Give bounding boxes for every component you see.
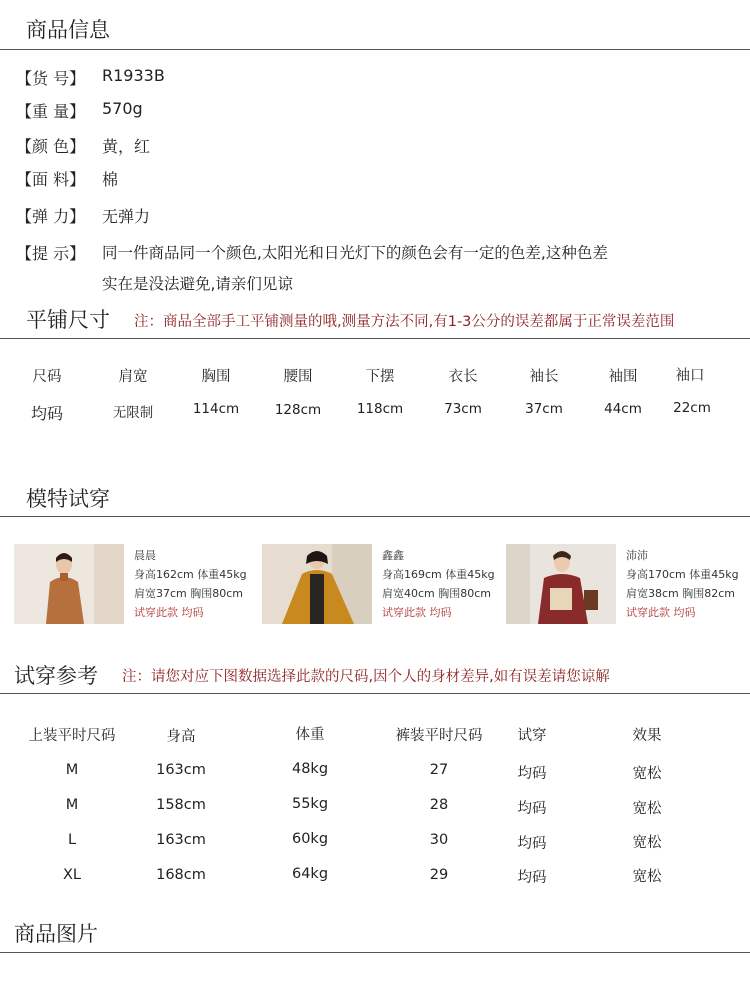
try-cell: XL [62, 867, 81, 883]
flat-value-cell: 44cm [604, 401, 642, 417]
try-cell: 29 [429, 867, 449, 883]
try-cell: 60kg [291, 831, 329, 847]
flat-value-cell: 37cm [525, 401, 563, 417]
flat-header-cell: 胸围 [201, 369, 231, 385]
flat-value-cell: 128cm [274, 402, 322, 418]
flat-header-cell: 肩宽 [118, 369, 148, 385]
product-images-title: 商品图片 [14, 922, 98, 946]
flat-value-cell: 无限制 [112, 405, 154, 421]
try-cell: 163cm [156, 762, 206, 778]
model-name: 鑫鑫 [382, 549, 404, 562]
flat-header-cell: 腰围 [283, 369, 313, 385]
model-info [134, 546, 247, 622]
try-cell: 48kg [291, 761, 329, 777]
flat-header-cell: 袖长 [529, 369, 559, 385]
product-info-title: 商品信息 [26, 18, 110, 42]
flat-size-note: 注：商品全部手工平铺测量的哦,测量方法不同,有1-3公分的误差都属于正常误差范围 [134, 314, 675, 330]
try-cell: M [65, 797, 79, 813]
try-cell: 宽松 [632, 801, 662, 817]
try-header-cell: 效果 [632, 728, 662, 744]
try-cell: 30 [429, 832, 449, 848]
model-photo-image [262, 544, 372, 624]
try-header-cell: 裤装平时尺码 [395, 728, 483, 744]
model-photo-image [14, 544, 124, 624]
info-label-color: 【颜 色】 [16, 137, 86, 156]
divider [0, 338, 750, 339]
model-body-stats: 身高162cm 体重45kg [134, 568, 247, 581]
try-header-cell: 体重 [295, 727, 325, 743]
try-header-cell: 身高 [166, 729, 196, 745]
flat-value-cell: 73cm [444, 401, 482, 417]
flat-value-cell: 118cm [356, 401, 404, 417]
flat-value-cell: 22cm [673, 400, 711, 416]
info-label-fabric: 【面 料】 [16, 170, 86, 189]
try-cell: 宽松 [632, 766, 662, 782]
try-cell: 168cm [156, 867, 206, 883]
try-ref-note: 注：请您对应下图数据选择此款的尺码,因个人的身材差异,如有误差请您谅解 [122, 669, 610, 685]
try-cell: 宽松 [632, 869, 662, 885]
model-name: 沛沛 [626, 549, 648, 562]
flat-value-cell: 114cm [192, 401, 240, 417]
info-value-color: 黄，红 [102, 137, 151, 156]
try-cell: 28 [429, 797, 449, 813]
try-header-cell: 试穿 [517, 728, 547, 744]
try-cell: 64kg [291, 866, 329, 882]
flat-header-cell: 尺码 [32, 369, 62, 385]
info-label-weight: 【重 量】 [16, 102, 86, 121]
model-section-title: 模特试穿 [26, 487, 110, 511]
try-cell: 27 [429, 762, 449, 778]
info-value-item-no: R1933B [102, 66, 165, 85]
model-info [626, 546, 739, 622]
info-value-tip: 同一件商品同一个颜色,太阳光和日光灯下的颜色会有一定的色差,这种色差 [102, 244, 608, 262]
flat-header-cell: 衣长 [448, 369, 478, 385]
model-body-stats: 身高169cm 体重45kg [382, 568, 495, 581]
flat-size-title: 平铺尺寸 [26, 308, 110, 332]
model-name: 晨晨 [134, 549, 156, 562]
divider [0, 49, 750, 50]
model-tried-size: 试穿此款 均码 [382, 606, 452, 619]
try-ref-title: 试穿参考 [14, 664, 98, 688]
flat-value-cell: 均码 [30, 404, 63, 423]
model-measurements: 肩宽40cm 胸围80cm [382, 587, 492, 600]
info-label-item-no: 【货 号】 [16, 69, 86, 88]
try-cell: M [65, 762, 79, 778]
info-value-stretch: 无弹力 [102, 207, 151, 226]
model-measurements: 肩宽38cm 胸围82cm [626, 587, 736, 600]
model-info [382, 546, 495, 622]
try-cell: 163cm [156, 832, 206, 848]
flat-header-cell: 袖围 [608, 369, 638, 385]
try-cell: 均码 [517, 766, 547, 782]
flat-header-cell: 下摆 [365, 369, 395, 385]
divider [0, 516, 750, 517]
try-cell: L [67, 832, 77, 848]
try-cell: 158cm [156, 797, 206, 813]
info-value-weight: 570g [102, 99, 143, 118]
info-value-fabric: 棉 [102, 170, 119, 189]
divider [0, 952, 750, 953]
try-cell: 均码 [517, 870, 547, 886]
info-label-stretch: 【弹 力】 [16, 207, 86, 226]
model-tried-size: 试穿此款 均码 [134, 606, 204, 619]
model-tried-size: 试穿此款 均码 [626, 606, 696, 619]
try-cell: 55kg [291, 796, 329, 812]
try-cell: 宽松 [632, 835, 662, 851]
info-value-tip-line2: 实在是没法避免,请亲们见谅 [102, 275, 293, 293]
model-photo-image [506, 544, 616, 624]
model-body-stats: 身高170cm 体重45kg [626, 568, 739, 581]
try-cell: 均码 [517, 801, 547, 817]
flat-header-cell: 袖口 [675, 368, 705, 384]
model-measurements: 肩宽37cm 胸围80cm [134, 587, 244, 600]
try-cell: 均码 [517, 836, 547, 852]
divider [0, 693, 750, 694]
try-header-cell: 上装平时尺码 [28, 728, 116, 744]
info-label-tip: 【提 示】 [16, 244, 86, 263]
